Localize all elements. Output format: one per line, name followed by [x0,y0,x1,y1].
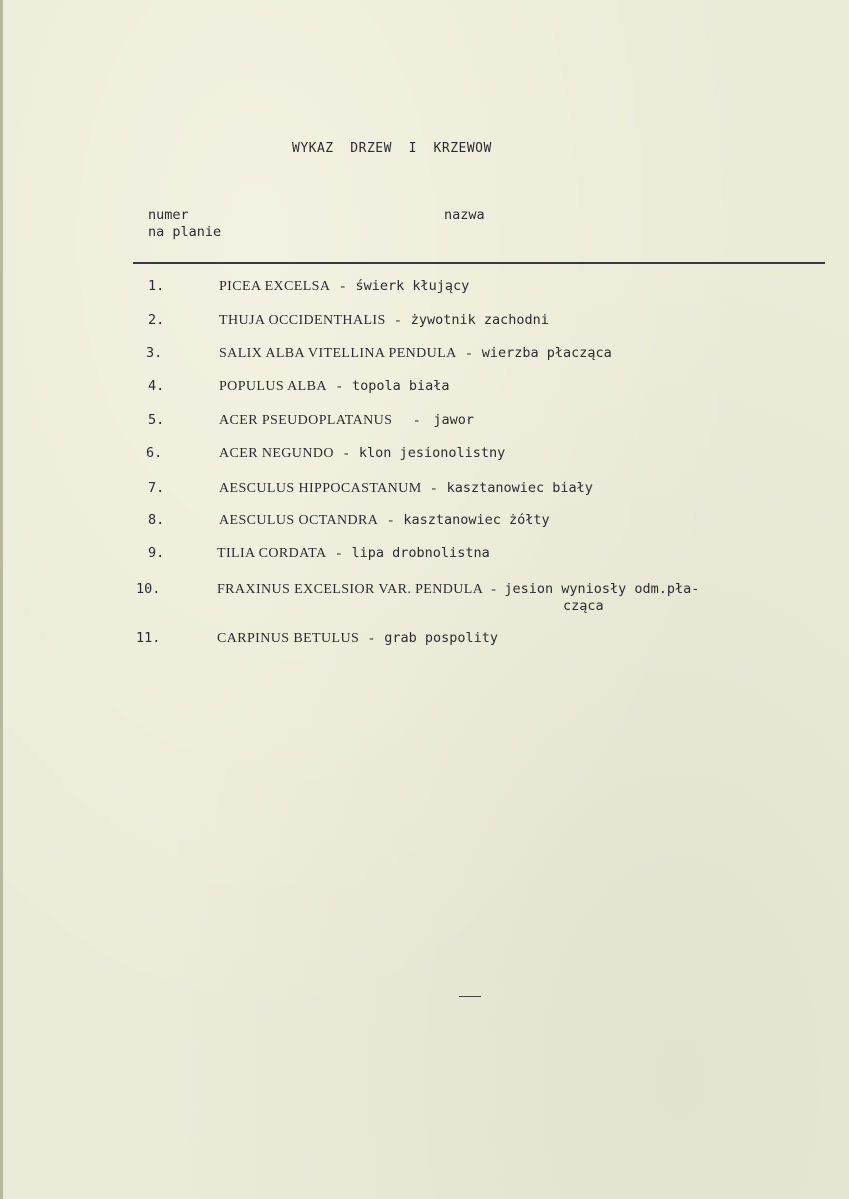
item-name [219,512,550,529]
column-header-number-line1: numer [148,207,189,223]
dash: - [369,631,375,646]
polish-name: żywotnik zachodni [410,312,549,328]
item-number: 8. [148,512,165,528]
column-header-number [148,207,221,241]
item-number: 3. [146,345,163,361]
dash: - [336,379,342,394]
list-item [3,581,849,621]
item-number: 6. [146,445,163,461]
polish-name: jesion wyniosły odm.pła- [504,581,700,597]
item-name [219,345,612,362]
latin-name: TILIA CORDATA [217,546,327,561]
item-name [217,581,699,598]
dash: - [343,446,349,461]
document-title: WYKAZ DRZEW I KRZEWOW [292,141,492,156]
list-item [3,480,849,500]
dash: - [336,546,342,561]
dash: - [491,582,497,597]
latin-name: CARPINUS BETULUS [217,631,360,646]
item-number: 7. [148,480,165,496]
item-name [219,378,450,395]
list-item [3,312,849,332]
item-name [219,312,549,329]
column-header-name: nazwa [444,207,485,223]
list-item [3,345,849,365]
item-number: 4. [148,378,165,394]
dash: - [414,413,420,428]
header-rule [133,262,825,264]
polish-name: lipa drobnolistna [351,545,490,561]
dash: - [388,513,394,528]
latin-name: ACER PSEUDOPLATANUS [219,413,393,428]
list-item [3,445,849,465]
polish-name: wierzba płacząca [481,345,612,361]
list-item [3,630,849,650]
polish-name: jawor [433,412,475,428]
dash: - [395,313,401,328]
item-number: 5. [148,412,165,428]
polish-name-continuation: cząca [563,598,604,614]
list-item [3,378,849,398]
list-item [3,545,849,565]
latin-name: AESCULUS OCTANDRA [219,513,379,528]
polish-name: grab pospolity [384,630,499,646]
latin-name: AESCULUS HIPPOCASTANUM [219,481,422,496]
latin-name: PICEA EXCELSA [219,279,331,294]
item-name [219,480,593,497]
item-name [219,278,469,295]
polish-name: kasztanowiec biały [446,480,593,496]
polish-name: topola biała [351,378,450,394]
dash: - [431,481,437,496]
polish-name: świerk kłujący [355,278,470,294]
latin-name: ACER NEGUNDO [219,446,334,461]
item-name [217,630,498,647]
latin-name: THUJA OCCIDENTHALIS [219,313,386,328]
dash: - [340,279,346,294]
item-name [219,412,474,429]
item-number: 2. [148,312,165,328]
list-item [3,278,849,298]
item-number: 11. [136,630,161,646]
latin-name: SALIX ALBA VITELLINA PENDULA [219,346,457,361]
latin-name: POPULUS ALBA [219,379,327,394]
item-name [219,445,505,462]
item-name [217,545,490,562]
latin-name: FRAXINUS EXCELSIOR VAR. PENDULA [217,582,484,597]
list-item [3,512,849,532]
item-number: 1. [148,278,165,294]
footer-mark [459,996,481,997]
column-header-number-line2: na planie [148,224,222,240]
item-number: 10. [136,581,161,597]
polish-name: kasztanowiec żółty [403,512,550,528]
list-item [3,412,849,432]
item-number: 9. [148,545,165,561]
dash: - [466,346,472,361]
polish-name: klon jesionolistny [358,445,506,461]
